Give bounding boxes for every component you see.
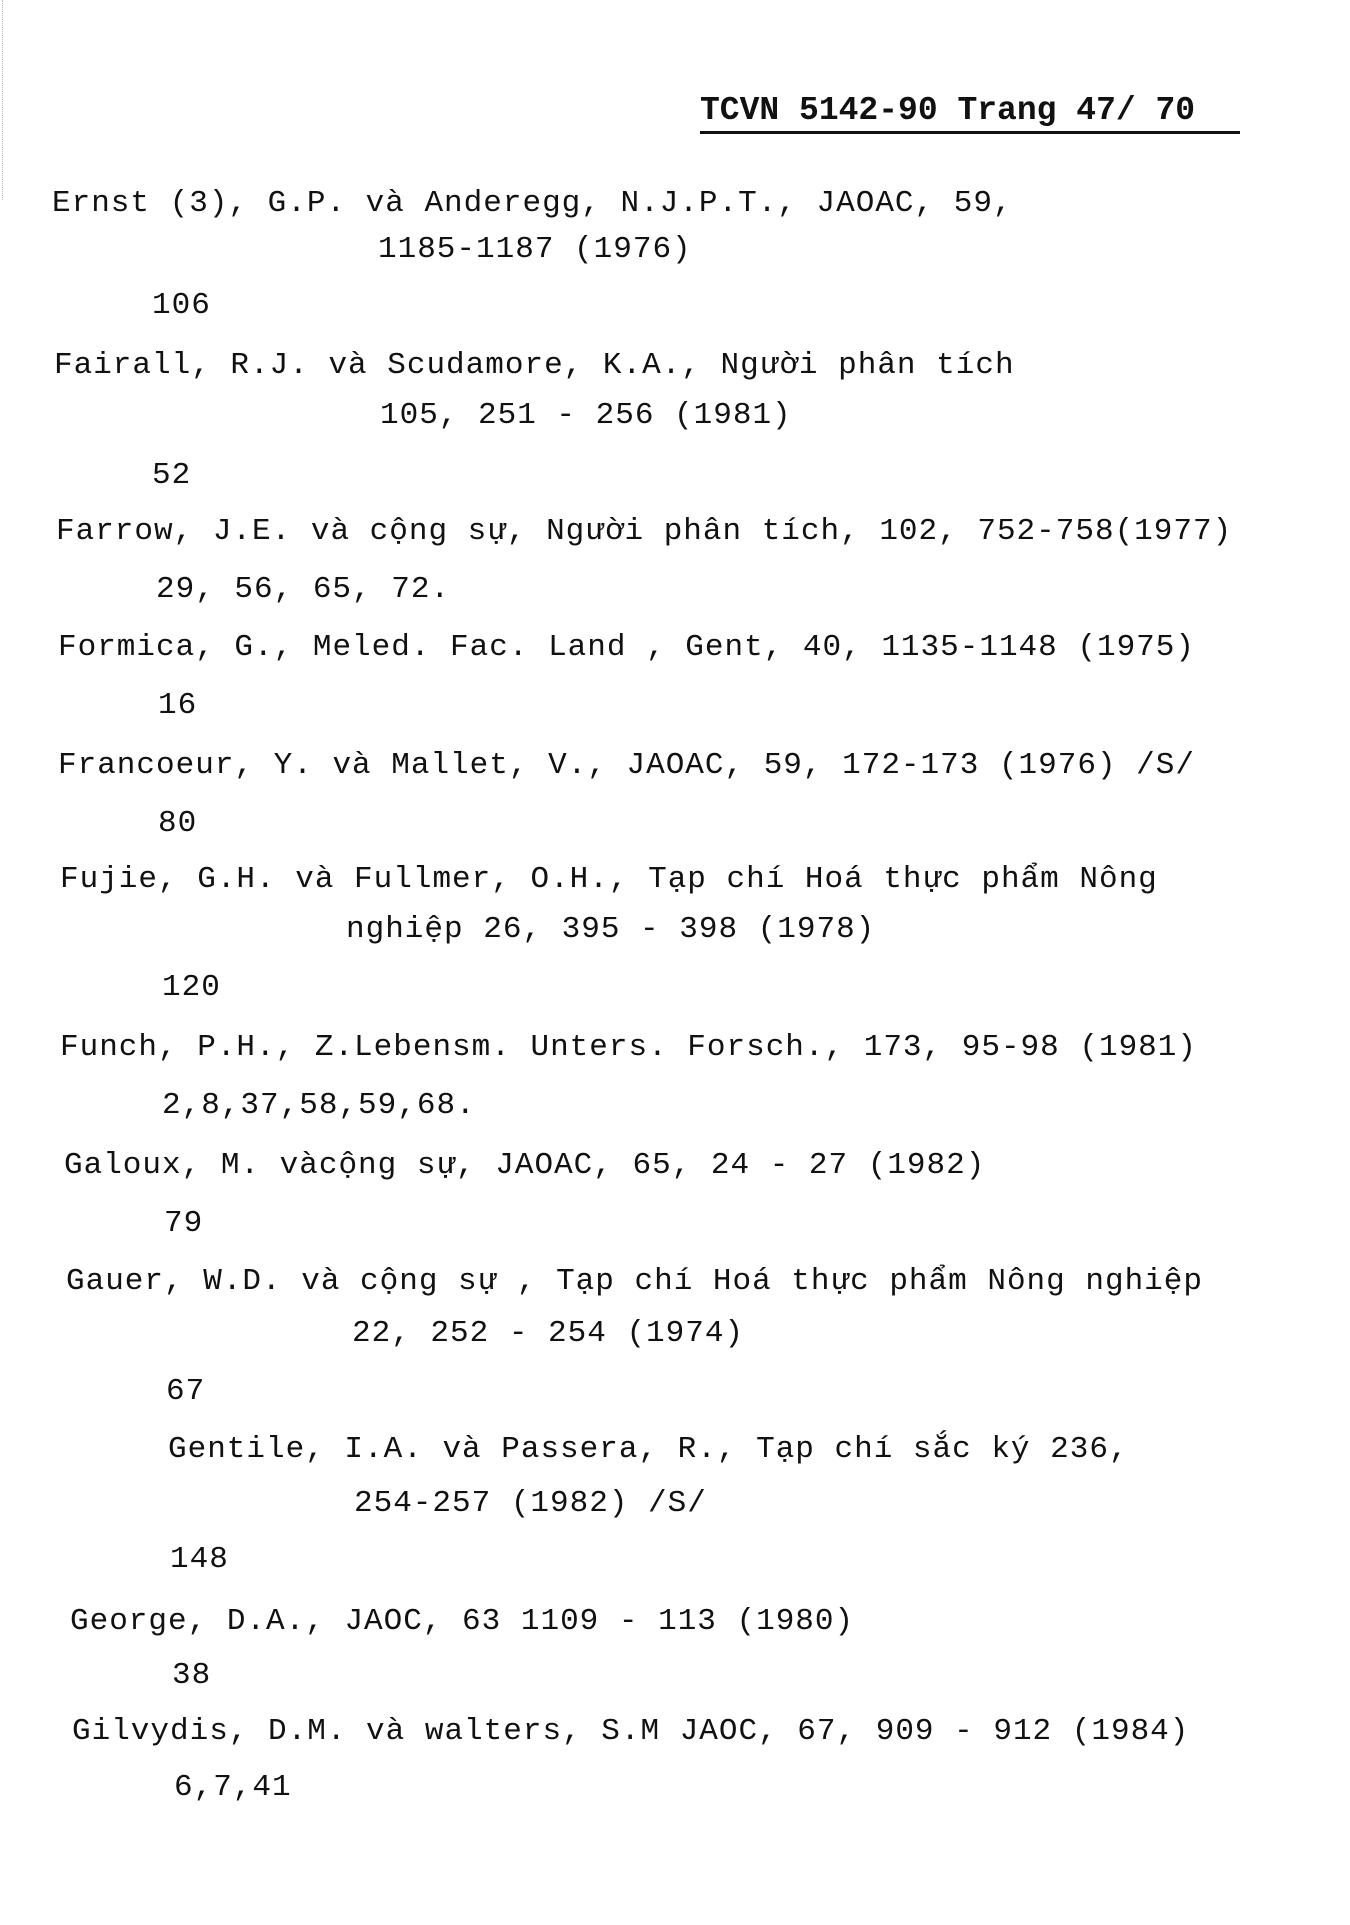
reference-pages: 80 bbox=[158, 806, 198, 841]
reference-pages: 67 bbox=[166, 1374, 206, 1409]
reference-line: Galoux, M. vàcộng sự, JAOAC, 65, 24 - 27 (1982) bbox=[64, 1148, 986, 1183]
reference-line: Francoeur, Y. và Mallet, V., JAOAC, 59, 172-173 (1976) /S/ bbox=[58, 748, 1195, 783]
page-header: TCVN 5142-90 Trang 47/ 70 bbox=[700, 92, 1240, 134]
reference-line-continued: nghiệp 26, 395 - 398 (1978) bbox=[346, 912, 876, 947]
reference-line-continued: 22, 252 - 254 (1974) bbox=[352, 1316, 745, 1351]
reference-pages: 16 bbox=[158, 688, 198, 723]
reference-line: Farrow, J.E. và cộng sự, Người phân tích, 102, 752-758(1977) bbox=[56, 514, 1233, 549]
scan-margin-mark bbox=[2, 0, 5, 200]
reference-line: Gilvydis, D.M. và walters, S.M JAOC, 67, 909 - 912 (1984) bbox=[72, 1714, 1190, 1749]
reference-pages: 52 bbox=[152, 458, 192, 493]
reference-line: Fairall, R.J. và Scudamore, K.A., Người phân tích bbox=[54, 348, 1015, 383]
reference-line-continued: 254-257 (1982) /S/ bbox=[354, 1486, 707, 1521]
reference-line: Fujie, G.H. và Fullmer, O.H., Tạp chí Hoá thực phẩm Nông bbox=[60, 862, 1158, 897]
reference-pages: 148 bbox=[170, 1542, 229, 1577]
reference-pages: 106 bbox=[152, 288, 211, 323]
reference-line-continued: 105, 251 - 256 (1981) bbox=[380, 398, 792, 433]
reference-line: Funch, P.H., Z.Lebensm. Unters. Forsch., 173, 95-98 (1981) bbox=[60, 1030, 1197, 1065]
reference-line: Gentile, I.A. và Passera, R., Tạp chí sắc ký 236, bbox=[168, 1432, 1129, 1467]
reference-line: Ernst (3), G.P. và Anderegg, N.J.P.T., JAOAC, 59, bbox=[52, 186, 1013, 221]
reference-pages: 6,7,41 bbox=[174, 1770, 292, 1805]
reference-line: Formica, G., Meled. Fac. Land , Gent, 40, 1135-1148 (1975) bbox=[58, 630, 1195, 665]
reference-pages: 120 bbox=[162, 970, 221, 1005]
reference-pages: 2,8,37,58,59,68. bbox=[162, 1088, 476, 1123]
reference-pages: 79 bbox=[164, 1206, 204, 1241]
reference-line: George, D.A., JAOC, 63 1109 - 113 (1980) bbox=[70, 1604, 855, 1639]
reference-line: Gauer, W.D. và cộng sự , Tạp chí Hoá thực phẩm Nông nghiệp bbox=[66, 1264, 1203, 1299]
reference-line-continued: 1185-1187 (1976) bbox=[378, 232, 692, 267]
reference-pages: 38 bbox=[172, 1658, 212, 1693]
reference-pages: 29, 56, 65, 72. bbox=[156, 572, 451, 607]
